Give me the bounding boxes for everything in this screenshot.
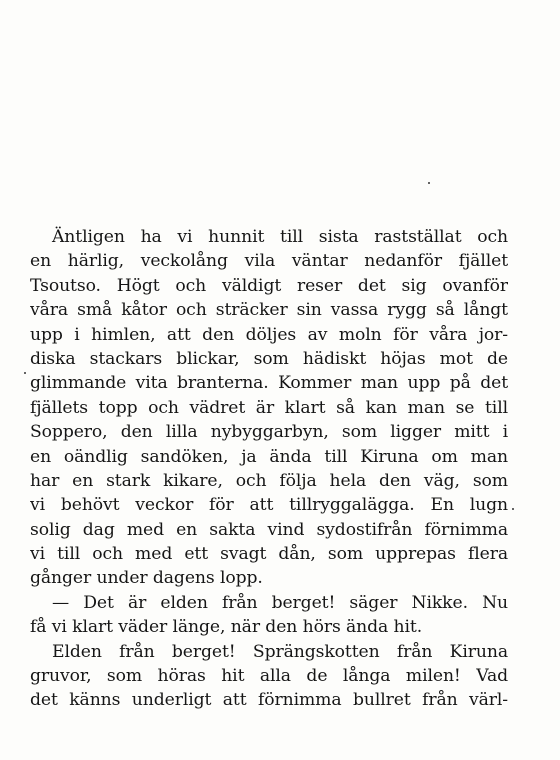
ink-speck: [24, 372, 26, 374]
text-line: har en stark kikare, och följa hela den väg, som: [30, 470, 508, 491]
text-line: — Det är elden från berget! säger Nikke. Nu: [52, 592, 508, 613]
text-line: Äntligen ha vi hunnit till sista rastställat och: [52, 227, 508, 247]
text-line: en härlig, veckolång vila väntar nedanför fjället: [30, 251, 508, 272]
text-line: få vi klart väder länge, när den hörs ända hit.: [30, 617, 423, 638]
text-line: vi till och med ett svagt dån, som upprepas flera: [30, 544, 508, 565]
text-line: Soppero, den lilla nybyggarbyn, som ligger mitt i: [30, 422, 508, 443]
body-text: [30, 225, 508, 713]
ink-speck: [512, 508, 514, 510]
text-line: solig dag med en sakta vind sydostifrån förnimma: [30, 519, 508, 540]
text-line: Elden från berget! Sprängskotten från Kiruna: [52, 641, 508, 662]
text-line: det känns underligt att förnimma bullret från värl-: [30, 690, 508, 711]
text-line: fjällets topp och vädret är klart så kan man se till: [30, 397, 508, 418]
text-line: Tsoutso. Högt och väldigt reser det sig ovanför: [30, 275, 508, 296]
text-line: upp i himlen, att den döljes av moln för våra jor-: [30, 324, 508, 345]
text-line: vi behövt veckor för att tillryggalägga. En lugn: [30, 495, 508, 516]
text-line: glimmande vita branterna. Kommer man upp på det: [30, 373, 508, 394]
text-line: gruvor, som höras hit alla de långa milen! Vad: [30, 666, 508, 687]
text-line: en oändlig sandöken, ja ända till Kiruna om man: [30, 446, 508, 467]
text-line: gånger under dagens lopp.: [30, 568, 263, 589]
ink-speck: [428, 182, 430, 184]
text-line: diska stackars blickar, som hädiskt höjas mot de: [30, 348, 508, 369]
text-line: våra små kåtor och sträcker sin vassa rygg så långt: [30, 300, 508, 321]
